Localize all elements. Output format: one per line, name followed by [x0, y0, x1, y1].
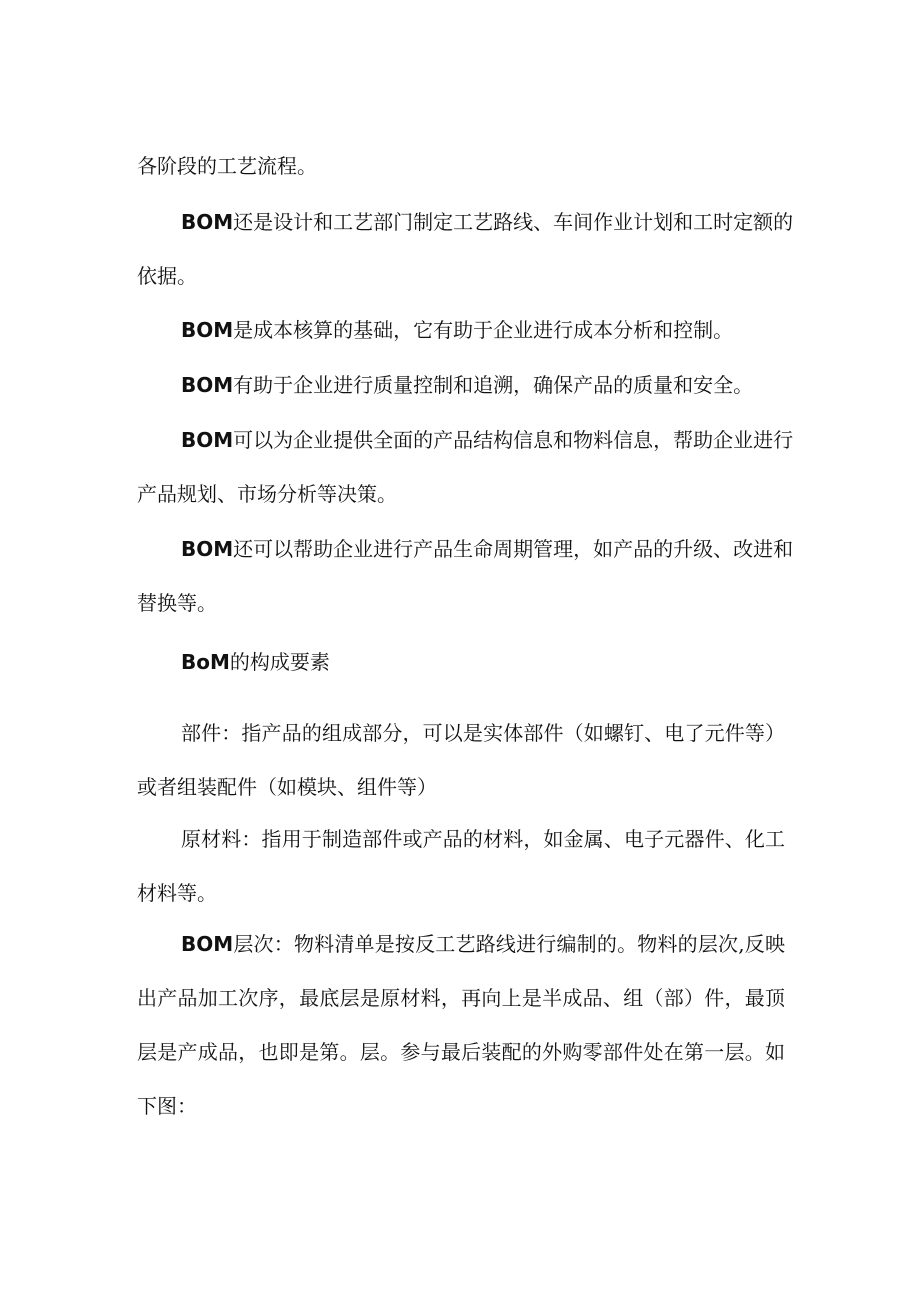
text-line: 各阶段的工艺流程。 — [137, 154, 317, 178]
text-line: 产品规划、市场分析等决策。 — [137, 482, 397, 506]
bom-term: BoM — [181, 650, 230, 674]
paragraph-bom-quality-control — [137, 358, 785, 412]
text-line: 或者组装配件（如模块、组件等） — [137, 775, 437, 799]
bom-term: BOM — [181, 373, 234, 397]
text-span: 是成本核算的基础，它有助于企业进行成本分析和控制。 — [233, 318, 734, 342]
text-span: 有助于企业进行质量控制和追溯，确保产品的质量和安全。 — [233, 373, 754, 397]
text-line: 原材料：指用于制造部件或产品的材料，如金属、电子元器件、化工 — [181, 827, 785, 851]
paragraph-raw-materials — [137, 812, 785, 920]
bom-term: BOM — [181, 537, 234, 561]
bom-term: BOM — [181, 428, 234, 452]
bom-term: BOM — [181, 318, 234, 342]
text-line: 部件：指产品的组成部分，可以是实体部件（如螺钉、电了元件等） — [181, 721, 785, 745]
paragraph-bom-levels — [137, 917, 785, 1133]
text-span: 的构成要素 — [229, 650, 330, 674]
text-line: 依据。 — [137, 264, 197, 288]
paragraph-bom-cost-accounting — [137, 303, 785, 357]
paragraph-bom-routing-basis — [137, 195, 794, 303]
bom-term: BOM — [181, 932, 234, 956]
section-heading-bom-elements — [137, 635, 785, 689]
text-line: 出产品加工次序，最底层是原材料，再向上是半成品、组（部）件，最顶 — [137, 986, 785, 1010]
paragraph-bom-lifecycle — [137, 522, 794, 630]
text-span: 还是设计和工艺部门制定工艺路线、车间作业计划和工时定额的 — [233, 210, 794, 234]
text-span: 可以为企业提供全面的产品结构信息和物料信息，帮助企业进行 — [233, 428, 794, 452]
text-line — [137, 635, 785, 689]
text-line: 层是产成品，也即是第。层。参与最后装配的外购零部件处在第一层。如 — [137, 1040, 785, 1064]
paragraph-process-flow — [137, 139, 785, 193]
text-span: 层次：物料清单是按反工艺路线进行编制的。物料的层次,反映 — [233, 932, 785, 956]
paragraph-bom-product-info — [137, 413, 794, 521]
text-line — [137, 195, 794, 249]
text-line: 下图： — [137, 1094, 197, 1118]
text-line: 替换等。 — [137, 591, 217, 615]
bom-term: BOM — [181, 210, 234, 234]
text-line: 材料等。 — [137, 881, 217, 905]
text-line — [137, 522, 794, 576]
text-line — [137, 358, 785, 412]
text-span: 还可以帮助企业进行产品生命周期管理，如产品的升级、改进和 — [233, 537, 794, 561]
text-line — [137, 917, 785, 971]
text-line — [137, 413, 794, 467]
text-line — [137, 303, 785, 357]
paragraph-components — [137, 706, 785, 814]
